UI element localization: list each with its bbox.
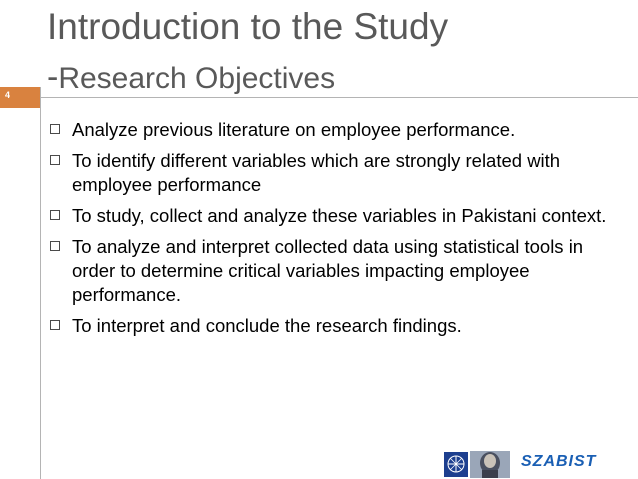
square-bullet-icon <box>50 241 60 251</box>
slide-title: Introduction to the Study <box>47 6 449 47</box>
list-item <box>50 204 620 228</box>
university-emblem-icon <box>438 450 516 479</box>
subtitle-dash: - <box>47 58 59 96</box>
objectives-list <box>50 118 620 345</box>
square-bullet-icon <box>50 155 60 165</box>
bullet-text: To identify different variables which are strongly related with employee performance <box>72 150 561 195</box>
list-item <box>50 314 620 338</box>
bullet-text: To interpret and conclude the research findings. <box>72 315 462 336</box>
list-item <box>50 235 620 307</box>
szabist-logo <box>438 450 638 479</box>
bullet-text: To analyze and interpret collected data using statistical tools in order to determine critical variables impacting employee performance. <box>72 236 584 305</box>
list-item <box>50 118 620 142</box>
logo-text: SZABIST <box>521 453 597 470</box>
bullet-text: Analyze previous literature on employee performance. <box>72 119 516 140</box>
square-bullet-icon <box>50 124 60 134</box>
list-item <box>50 149 620 197</box>
header-divider <box>40 97 638 98</box>
subtitle-text: Research Objectives <box>58 62 336 95</box>
page-number-badge <box>0 87 40 108</box>
slide-subtitle <box>47 58 335 97</box>
page-number: 4 <box>5 90 11 100</box>
square-bullet-icon <box>50 320 60 330</box>
bullet-text: To study, collect and analyze these variables in Pakistani context. <box>72 205 607 226</box>
side-divider <box>40 87 41 479</box>
square-bullet-icon <box>50 210 60 220</box>
